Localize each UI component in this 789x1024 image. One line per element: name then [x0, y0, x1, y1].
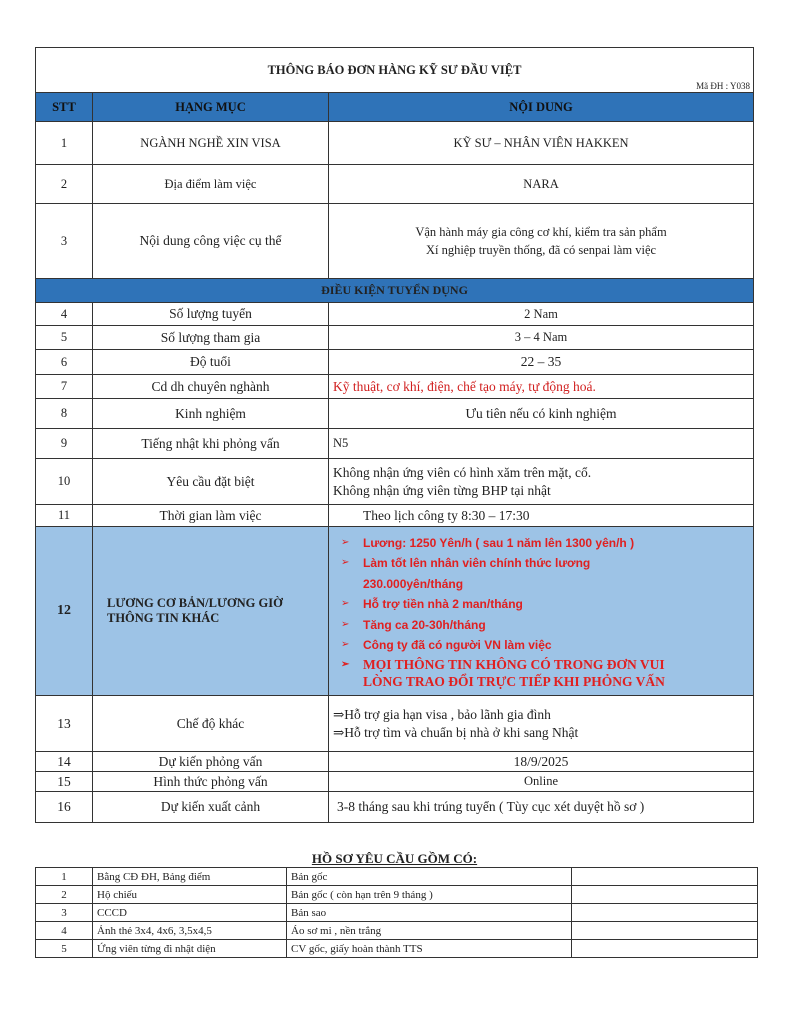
- benefit-item-continued: LÒNG TRAO ĐỔI TRỰC TIẾP KHI PHỎNG VẤN: [363, 673, 665, 689]
- document-note: Bản sao: [287, 904, 572, 922]
- row-item: Tiếng nhật khi phỏng vấn: [93, 429, 329, 459]
- table-row: [36, 326, 754, 350]
- table-row: [36, 772, 754, 792]
- row-content: [329, 527, 754, 696]
- document-extra: [572, 886, 758, 904]
- content-line: ⇒Hỗ trợ gia hạn visa , bảo lãnh gia đình: [333, 706, 551, 722]
- content-line: Không nhận ứng viên từng BHP tại nhật: [333, 482, 551, 498]
- row-content: Theo lịch công ty 8:30 – 17:30: [329, 505, 754, 527]
- benefit-item: ➢ MỌI THÔNG TIN KHÔNG CÓ TRONG ĐƠN VUI: [341, 656, 665, 672]
- row-number: 1: [36, 122, 93, 165]
- table-row: [36, 122, 754, 165]
- document-note: Bản gốc: [287, 868, 572, 886]
- document-number: 1: [36, 868, 93, 886]
- row-item: Thời gian làm việc: [93, 505, 329, 527]
- document-name: CCCD: [93, 904, 287, 922]
- section-title: ĐIỀU KIỆN TUYỂN DỤNG: [36, 279, 754, 303]
- table-header-row: [36, 93, 754, 122]
- table-row: [36, 792, 754, 823]
- benefit-item: ➢ Công ty đã có người VN làm việc: [341, 635, 749, 656]
- row-number: 6: [36, 350, 93, 375]
- row-content: N5: [329, 429, 754, 459]
- document-number: 3: [36, 904, 93, 922]
- document-row: [36, 922, 758, 940]
- row-item: NGÀNH NGHỀ XIN VISA: [93, 122, 329, 165]
- order-title-cell: [36, 48, 754, 93]
- document-note: CV gốc, giấy hoàn thành TTS: [287, 940, 572, 958]
- document-name: Ảnh thẻ 3x4, 4x6, 3,5x4,5: [93, 922, 287, 940]
- table-row: [36, 303, 754, 326]
- document-extra: [572, 904, 758, 922]
- row-content: Kỹ thuật, cơ khí, điện, chế tạo máy, tự động hoá.: [329, 375, 754, 399]
- row-content: Online: [329, 772, 754, 792]
- row-content: KỸ SƯ – NHÂN VIÊN HAKKEN: [329, 122, 754, 165]
- row-number: 7: [36, 375, 93, 399]
- row-content: 3 – 4 Nam: [329, 326, 754, 350]
- row-number: 2: [36, 165, 93, 204]
- content-line: ⇒Hỗ trợ tìm và chuẩn bị nhà ở khi sang Nhật: [333, 724, 579, 740]
- document-extra: [572, 868, 758, 886]
- document-name: Bằng CĐ ĐH, Bảng điểm: [93, 868, 287, 886]
- table-row: [36, 429, 754, 459]
- row-content: [329, 696, 754, 752]
- document-name: Hộ chiếu: [93, 886, 287, 904]
- table-row: [36, 375, 754, 399]
- arrow-bullet-icon: ➢: [341, 557, 350, 568]
- row-number: 5: [36, 326, 93, 350]
- table-row: [36, 696, 754, 752]
- document-note: Áo sơ mi , nền trắng: [287, 922, 572, 940]
- table-row: [36, 399, 754, 429]
- row-item: Yêu cầu đặt biệt: [93, 459, 329, 505]
- arrow-bullet-icon: ➢: [341, 598, 350, 609]
- content-line: Không nhận ứng viên có hình xăm trên mặt, cổ.: [333, 464, 592, 480]
- content-line: Vận hành máy gia công cơ khí, kiểm tra sản phẩm: [415, 225, 667, 239]
- documents-title: HỒ SƠ YÊU CẦU GỒM CÓ:: [311, 851, 478, 866]
- row-item: Chế độ khác: [93, 696, 329, 752]
- row-number: 10: [36, 459, 93, 505]
- arrow-bullet-icon: ➢: [341, 618, 350, 630]
- benefit-item: ➢ Làm tốt lên nhân viên chính thức lương: [341, 553, 749, 574]
- arrow-bullet-icon: ➢: [341, 536, 350, 548]
- benefit-item-continued: 230.000yên/tháng: [363, 576, 464, 591]
- page-title: THÔNG BÁO ĐƠN HÀNG KỸ SƯ ĐẦU VIỆT: [267, 62, 522, 77]
- row-number: 16: [36, 792, 93, 823]
- row-item: Địa điểm làm việc: [93, 165, 329, 204]
- document-row: [36, 940, 758, 958]
- document-number: 2: [36, 886, 93, 904]
- header-content: NỘI DUNG: [329, 93, 754, 122]
- row-number: 9: [36, 429, 93, 459]
- row-item: Dự kiến xuất cảnh: [93, 792, 329, 823]
- row-item: Dự kiến phỏng vấn: [93, 752, 329, 772]
- row-number: 13: [36, 696, 93, 752]
- benefit-item: ➢ Lương: 1250 Yên/h ( sau 1 năm lên 1300 yên/h ): [341, 533, 749, 554]
- row-item: Hình thức phỏng vấn: [93, 772, 329, 792]
- table-row: [36, 350, 754, 375]
- row-content: 2 Nam: [329, 303, 754, 326]
- document-name: Ứng viên từng đi nhật diện: [93, 940, 287, 958]
- document-row: [36, 868, 758, 886]
- document-row: [36, 904, 758, 922]
- table-row: [36, 505, 754, 527]
- row-item-line: THÔNG TIN KHÁC: [107, 611, 220, 625]
- benefit-list: [333, 533, 749, 690]
- row-number: 15: [36, 772, 93, 792]
- row-content: Ưu tiên nếu có kinh nghiệm: [329, 399, 754, 429]
- document-number: 5: [36, 940, 93, 958]
- row-item: Số lượng tham gia: [93, 326, 329, 350]
- row-item-line: LƯƠNG CƠ BẢN/LƯƠNG GIỜ: [107, 596, 283, 610]
- benefit-item: ➢ Tăng ca 20-30h/tháng: [341, 615, 749, 636]
- content-line: Xí nghiệp truyền thống, đã có senpai làm việc: [425, 243, 657, 257]
- row-item: Kinh nghiệm: [93, 399, 329, 429]
- row-content: 22 – 35: [329, 350, 754, 375]
- row-item: Độ tuổi: [93, 350, 329, 375]
- row-item: [93, 527, 329, 696]
- row-number: 11: [36, 505, 93, 527]
- row-number: 12: [36, 527, 93, 696]
- document-extra: [572, 940, 758, 958]
- row-content: NARA: [329, 165, 754, 204]
- table-row: [36, 165, 754, 204]
- arrow-bullet-icon: ➢: [341, 639, 350, 650]
- row-item: Số lượng tuyển: [93, 303, 329, 326]
- benefit-item: ➢ Hỗ trợ tiền nhà 2 man/tháng: [341, 594, 749, 615]
- row-item: Nội dung công việc cụ thể: [93, 204, 329, 279]
- row-content: [329, 204, 754, 279]
- row-number: 3: [36, 204, 93, 279]
- arrow-bullet-icon: ➢: [341, 658, 350, 670]
- documents-table: [35, 867, 758, 958]
- document-row: [36, 886, 758, 904]
- row-content: 18/9/2025: [329, 752, 754, 772]
- row-item: Cd dh chuyên nghành: [93, 375, 329, 399]
- table-row: [36, 204, 754, 279]
- row-number: 8: [36, 399, 93, 429]
- header-item: HẠNG MỤC: [93, 93, 329, 122]
- document-note: Bản gốc ( còn hạn trên 9 tháng ): [287, 886, 572, 904]
- row-number: 4: [36, 303, 93, 326]
- table-row: [36, 459, 754, 505]
- row-content: 3-8 tháng sau khi trúng tuyển ( Tùy cục xét duyệt hồ sơ ): [329, 792, 754, 823]
- row-number: 14: [36, 752, 93, 772]
- row-content: [329, 459, 754, 505]
- section-header-row: [36, 279, 754, 303]
- document-number: 4: [36, 922, 93, 940]
- salary-row: [36, 527, 754, 696]
- header-stt: STT: [36, 93, 93, 122]
- document-extra: [572, 922, 758, 940]
- order-table: [35, 47, 754, 823]
- order-code: Mã ĐH : Y038: [696, 81, 751, 91]
- table-row: [36, 752, 754, 772]
